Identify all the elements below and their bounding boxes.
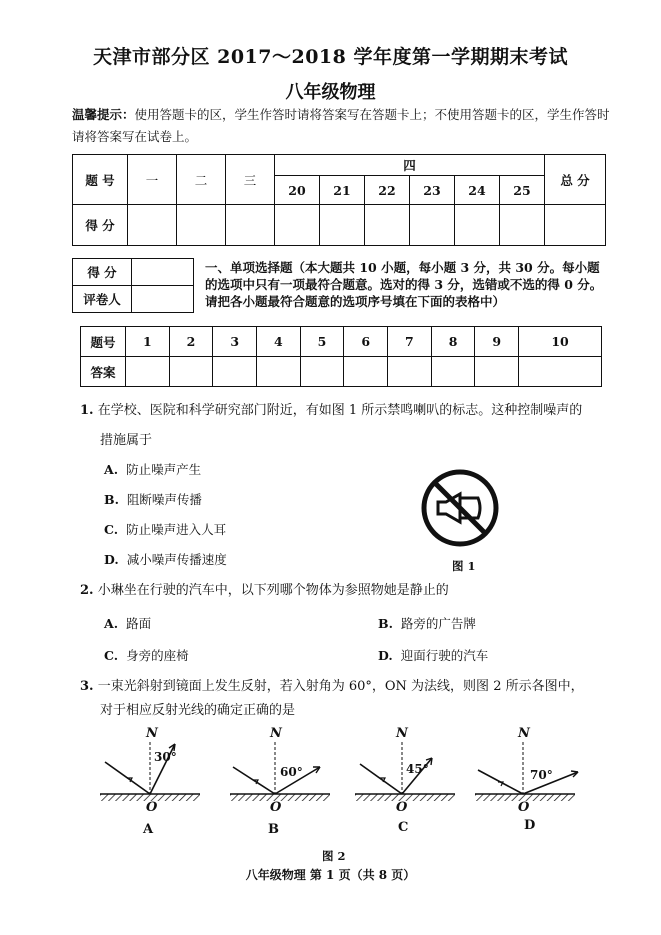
score-table-header-label: 题 号 (73, 155, 128, 205)
answer-cell[interactable] (213, 357, 257, 387)
question-number: 1. (80, 403, 94, 418)
notice (72, 104, 612, 148)
q2-option-b[interactable]: B. 路旁的广告牌 (378, 616, 476, 631)
point-o-label: O (270, 800, 282, 815)
q1-option-a[interactable]: A. 防止噪声产生 (104, 462, 202, 477)
q1-option-b[interactable]: B. 阻断噪声传播 (104, 492, 202, 507)
notice-text: 使用答题卡的区，学生作答时请将答案写在答题卡上；不使用答题卡的区，学生作答时请将答案写在试卷上。 (72, 107, 610, 144)
grader-name-label: 评卷人 (73, 286, 132, 313)
answer-number: 5 (300, 327, 344, 357)
grader-name-cell[interactable] (132, 286, 194, 313)
page-footer: 八年级物理 第 1 页（共 8 页） (245, 868, 416, 882)
score-cell[interactable] (365, 205, 410, 246)
diagram-letter-a: A (143, 822, 154, 837)
answer-number: 4 (257, 327, 301, 357)
normal-label: N (518, 726, 530, 741)
question-1 (80, 402, 610, 420)
answer-number: 7 (388, 327, 432, 357)
q1-option-d[interactable]: D. 减小噪声传播速度 (104, 552, 227, 567)
answer-number: 6 (344, 327, 388, 357)
diagram-letter-d: D (524, 818, 536, 833)
question-number: 3. (80, 679, 94, 694)
angle-label: 45° (406, 762, 429, 776)
score-cell[interactable] (410, 205, 455, 246)
q1-option-c[interactable]: C. 防止噪声进入人耳 (104, 522, 227, 537)
score-cell[interactable] (545, 205, 606, 246)
answer-cell[interactable] (257, 357, 301, 387)
score-cell[interactable] (455, 205, 500, 246)
score-cell[interactable] (275, 205, 320, 246)
point-o-label: O (146, 800, 158, 815)
answer-number: 8 (431, 327, 475, 357)
q2-option-d[interactable]: D. 迎面行驶的汽车 (378, 648, 489, 663)
grader-score-label: 得 分 (73, 259, 132, 286)
answer-cell[interactable] (519, 357, 602, 387)
diagram-letter-b: B (268, 822, 279, 837)
score-cell[interactable] (320, 205, 365, 246)
section1-heading: 一、单项选择题（本大题共 10 小题，每小题 3 分，共 30 分。每小题的选项中只有一项最符合题意。选对的得 3 分，选错或不选的得 0 分。请把各小题最符合题意的选项序号填在下面的表格中） (205, 260, 603, 309)
question-text: 小琳坐在行驶的汽车中，以下列哪个物体为参照物她是静止的 (97, 583, 449, 598)
score-cell[interactable] (500, 205, 545, 246)
answer-number: 1 (126, 327, 170, 357)
score-sub-col: 25 (500, 176, 545, 205)
q2-option-c[interactable]: C. 身旁的座椅 (104, 648, 189, 663)
score-table (72, 154, 606, 246)
figure-2-label: 图 2 (322, 849, 346, 863)
answer-cell[interactable] (388, 357, 432, 387)
normal-label: N (396, 726, 408, 741)
angle-label: 70° (530, 768, 553, 782)
figure-1-label: 图 1 (452, 559, 476, 573)
score-sub-col: 20 (275, 176, 320, 205)
normal-label: N (270, 726, 282, 741)
question-text: 一束光斜射到镜面上发生反射，若入射角为 60°，ON 为法线，则图 2 所示各图中， (97, 679, 584, 694)
answer-number: 2 (169, 327, 213, 357)
question-3-line2: 对于相应反射光线的确定正确的是 (100, 703, 296, 718)
score-col-1: 一 (128, 155, 177, 205)
incident-ray (360, 764, 402, 794)
score-cell[interactable] (128, 205, 177, 246)
question-number: 2. (80, 583, 94, 598)
score-sub-col: 21 (320, 176, 365, 205)
score-col-2: 二 (177, 155, 226, 205)
no-horn-sign-icon (420, 468, 500, 548)
exam-title: 天津市部分区 2017～2018 学年度第一学期期末考试 (93, 46, 568, 68)
score-row-label: 得 分 (73, 205, 128, 246)
question-text: 在学校、医院和科学研究部门附近，有如图 1 所示禁鸣喇叭的标志。这种控制噪声的 (97, 403, 583, 418)
answer-number: 3 (213, 327, 257, 357)
score-col-3: 三 (226, 155, 275, 205)
score-cell[interactable] (226, 205, 275, 246)
notice-label: 温馨提示： (72, 107, 135, 122)
angle-label: 60° (280, 765, 303, 779)
grader-table (72, 258, 194, 313)
point-o-label: O (396, 800, 408, 815)
score-col-4: 四 (275, 155, 545, 176)
question-2 (80, 582, 610, 600)
answer-table-header: 题号 (81, 327, 126, 357)
exam-subtitle: 八年级物理 (285, 82, 376, 103)
q2-option-a[interactable]: A. 路面 (104, 616, 152, 631)
angle-label: 30° (154, 750, 177, 764)
answer-number: 10 (519, 327, 602, 357)
question-3 (80, 678, 610, 696)
answer-cell[interactable] (344, 357, 388, 387)
score-total: 总 分 (545, 155, 606, 205)
score-sub-col: 22 (365, 176, 410, 205)
point-o-label: O (518, 800, 530, 815)
question-1-line2: 措施属于 (100, 433, 153, 448)
answer-cell[interactable] (431, 357, 475, 387)
answer-cell[interactable] (169, 357, 213, 387)
answer-cell[interactable] (475, 357, 519, 387)
answer-table (80, 326, 602, 387)
answer-row-label: 答案 (81, 357, 126, 387)
score-sub-col: 23 (410, 176, 455, 205)
score-cell[interactable] (177, 205, 226, 246)
answer-number: 9 (475, 327, 519, 357)
score-sub-col: 24 (455, 176, 500, 205)
answer-cell[interactable] (126, 357, 170, 387)
answer-cell[interactable] (300, 357, 344, 387)
normal-label: N (146, 726, 158, 741)
grader-score-cell[interactable] (132, 259, 194, 286)
diagram-letter-c: C (398, 820, 409, 835)
